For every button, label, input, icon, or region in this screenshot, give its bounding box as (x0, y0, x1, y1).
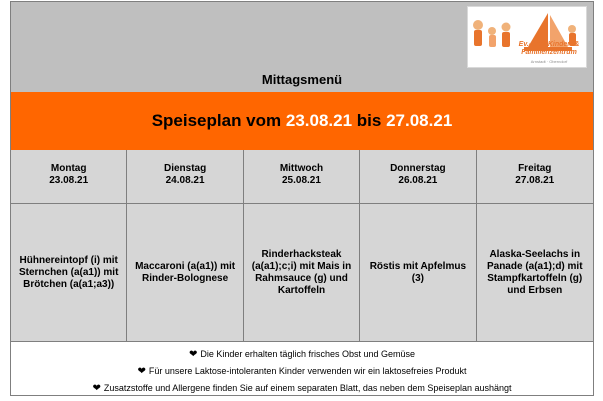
note-text: Zusatzstoffe und Allergene finden Sie auf einem separaten Blatt, das neben dem Speiseplan aushängt (103, 383, 512, 393)
logo-subline: Arnstadt · Oberndorf (530, 59, 568, 64)
note-allergens (11, 380, 593, 396)
meal-row (11, 204, 593, 342)
heart-icon: ❤ (189, 349, 198, 360)
day-header-monday (11, 150, 127, 204)
note-text: Die Kinder erhalten täglich frisches Obst und Gemüse (200, 349, 415, 359)
day-date: 26.08.21 (398, 175, 438, 186)
header (11, 2, 593, 92)
note-text: Für unsere Laktose-intoleranten Kinder verwenden wir ein laktosefreies Produkt (148, 366, 467, 376)
day-header-wednesday (244, 150, 360, 204)
logo-name-line1: Ev.-luth. Kinder- & (518, 41, 580, 48)
day-header-row (11, 150, 593, 204)
day-name: Montag (50, 163, 87, 174)
meal-friday: Alaska-Seelachs in Panade (a(a1);d) mit Stampfkartoffeln (g) und Erbsen (477, 204, 593, 342)
note-lactose (11, 363, 593, 379)
day-date: 27.08.21 (515, 175, 555, 186)
heart-icon: ❤ (137, 366, 146, 377)
banner-connector: bis (356, 111, 382, 130)
day-name: Donnerstag (390, 163, 446, 174)
note-fruit (11, 346, 593, 362)
heart-icon: ❤ (92, 383, 101, 394)
banner-prefix: Speiseplan vom (151, 111, 282, 130)
day-header-tuesday (127, 150, 243, 204)
meal-thursday: Röstis mit Apfelmus (3) (360, 204, 476, 342)
day-name: Mittwoch (279, 163, 324, 174)
day-date: 25.08.21 (282, 175, 321, 186)
day-date: 23.08.21 (49, 175, 89, 186)
day-header-friday (477, 150, 593, 204)
logo-name-line2: Familienzentrum (521, 49, 577, 56)
page-title: Mittagsmenü (261, 72, 343, 87)
kindergarten-logo (467, 6, 587, 68)
banner-date-from: 23.08.21 (285, 111, 353, 130)
day-date: 24.08.21 (165, 175, 205, 186)
day-name: Freitag (518, 163, 552, 174)
week-banner (11, 92, 593, 150)
menu-sheet (10, 1, 594, 396)
meal-monday: Hühnereintopf (i) mit Sternchen (a(a1)) mit Brötchen (a(a1;a3)) (11, 204, 127, 342)
day-name: Dienstag (163, 163, 207, 174)
logo-name (512, 41, 586, 57)
day-header-thursday (360, 150, 476, 204)
notes-section (11, 342, 593, 395)
meal-tuesday: Maccaroni (a(a1)) mit Rinder-Bolognese (127, 204, 243, 342)
menu-grid (11, 150, 593, 342)
banner-date-to: 27.08.21 (386, 111, 453, 130)
meal-wednesday: Rinderhacksteak (a(a1);c;i) mit Mais in Rahmsauce (g) und Kartoffeln (244, 204, 360, 342)
